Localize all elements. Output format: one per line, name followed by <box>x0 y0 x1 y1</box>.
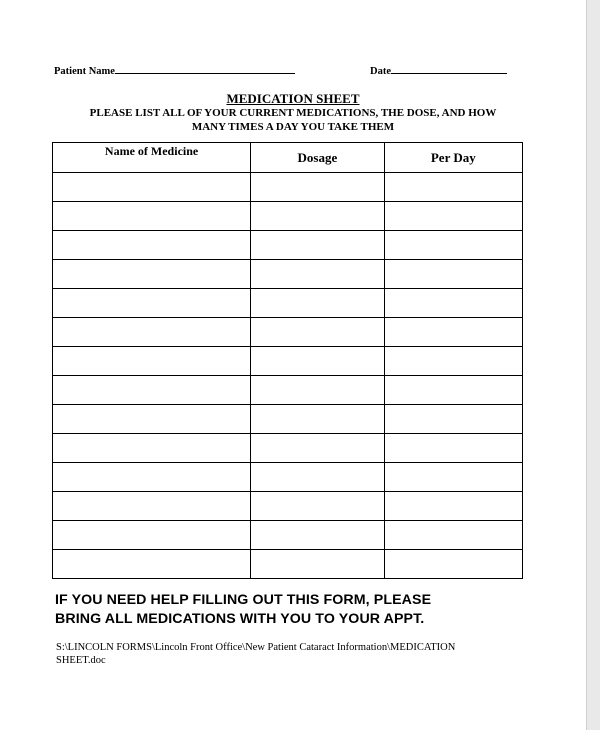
patient-name-blank[interactable] <box>115 64 295 74</box>
dosage-cell[interactable] <box>251 434 384 463</box>
instructions-line-2: MANY TIMES A DAY YOU TAKE THEM <box>191 120 395 133</box>
date-field <box>370 64 507 77</box>
header-per-day: Per Day <box>384 143 522 173</box>
medicine-cell[interactable] <box>53 173 251 202</box>
medicine-cell[interactable] <box>53 492 251 521</box>
per-day-cell[interactable] <box>384 376 522 405</box>
dosage-cell[interactable] <box>251 405 384 434</box>
medicine-cell[interactable] <box>53 521 251 550</box>
table-row <box>53 492 523 521</box>
medicine-cell[interactable] <box>53 289 251 318</box>
dosage-cell[interactable] <box>251 289 384 318</box>
dosage-cell[interactable] <box>251 463 384 492</box>
medicine-cell[interactable] <box>53 347 251 376</box>
medicine-cell[interactable] <box>53 376 251 405</box>
table-row <box>53 434 523 463</box>
patient-name-label: Patient Name <box>54 66 115 77</box>
table-row <box>53 521 523 550</box>
header-dosage: Dosage <box>251 143 384 173</box>
table-row <box>53 231 523 260</box>
medication-table <box>52 142 523 579</box>
medicine-cell[interactable] <box>53 260 251 289</box>
table-row <box>53 405 523 434</box>
file-path <box>56 641 526 667</box>
table-row <box>53 289 523 318</box>
per-day-cell[interactable] <box>384 405 522 434</box>
medicine-cell[interactable] <box>53 405 251 434</box>
per-day-cell[interactable] <box>384 463 522 492</box>
per-day-cell[interactable] <box>384 231 522 260</box>
header-name-of-medicine: Name of Medicine <box>53 143 251 173</box>
dosage-cell[interactable] <box>251 202 384 231</box>
file-path-line-2: SHEET.doc <box>56 655 106 666</box>
table-row <box>53 463 523 492</box>
table-row <box>53 318 523 347</box>
dosage-cell[interactable] <box>251 231 384 260</box>
table-row <box>53 550 523 579</box>
per-day-cell[interactable] <box>384 318 522 347</box>
medicine-cell[interactable] <box>53 463 251 492</box>
medicine-cell[interactable] <box>53 550 251 579</box>
date-label: Date <box>370 66 391 77</box>
page-title: MEDICATION SHEET <box>226 91 360 106</box>
table-row <box>53 260 523 289</box>
dosage-cell[interactable] <box>251 521 384 550</box>
patient-name-field <box>54 64 295 77</box>
per-day-cell[interactable] <box>384 347 522 376</box>
per-day-cell[interactable] <box>384 173 522 202</box>
table-body <box>53 173 523 579</box>
medicine-cell[interactable] <box>53 318 251 347</box>
dosage-cell[interactable] <box>251 376 384 405</box>
per-day-cell[interactable] <box>384 521 522 550</box>
per-day-cell[interactable] <box>384 260 522 289</box>
table-row <box>53 347 523 376</box>
table-header-row <box>53 143 523 173</box>
date-blank[interactable] <box>391 64 507 74</box>
table-row <box>53 202 523 231</box>
per-day-cell[interactable] <box>384 202 522 231</box>
per-day-cell[interactable] <box>384 492 522 521</box>
per-day-cell[interactable] <box>384 434 522 463</box>
medicine-cell[interactable] <box>53 202 251 231</box>
file-path-line-1: S:\LINCOLN FORMS\Lincoln Front Office\New Patient Cataract Information\MEDICATION <box>56 642 456 653</box>
dosage-cell[interactable] <box>251 260 384 289</box>
help-notice-line-1: IF YOU NEED HELP FILLING OUT THIS FORM, PLEASE <box>55 592 432 608</box>
instructions-line-1: PLEASE LIST ALL OF YOUR CURRENT MEDICATIONS, THE DOSE, AND HOW <box>89 107 497 119</box>
help-notice <box>55 591 555 629</box>
per-day-cell[interactable] <box>384 289 522 318</box>
medicine-cell[interactable] <box>53 231 251 260</box>
table-row <box>53 376 523 405</box>
dosage-cell[interactable] <box>251 173 384 202</box>
medicine-cell[interactable] <box>53 434 251 463</box>
dosage-cell[interactable] <box>251 550 384 579</box>
per-day-cell[interactable] <box>384 550 522 579</box>
dosage-cell[interactable] <box>251 492 384 521</box>
help-notice-line-2: BRING ALL MEDICATIONS WITH YOU TO YOUR APPT. <box>55 611 425 627</box>
dosage-cell[interactable] <box>251 347 384 376</box>
dosage-cell[interactable] <box>251 318 384 347</box>
table-row <box>53 173 523 202</box>
instructions <box>0 107 586 134</box>
